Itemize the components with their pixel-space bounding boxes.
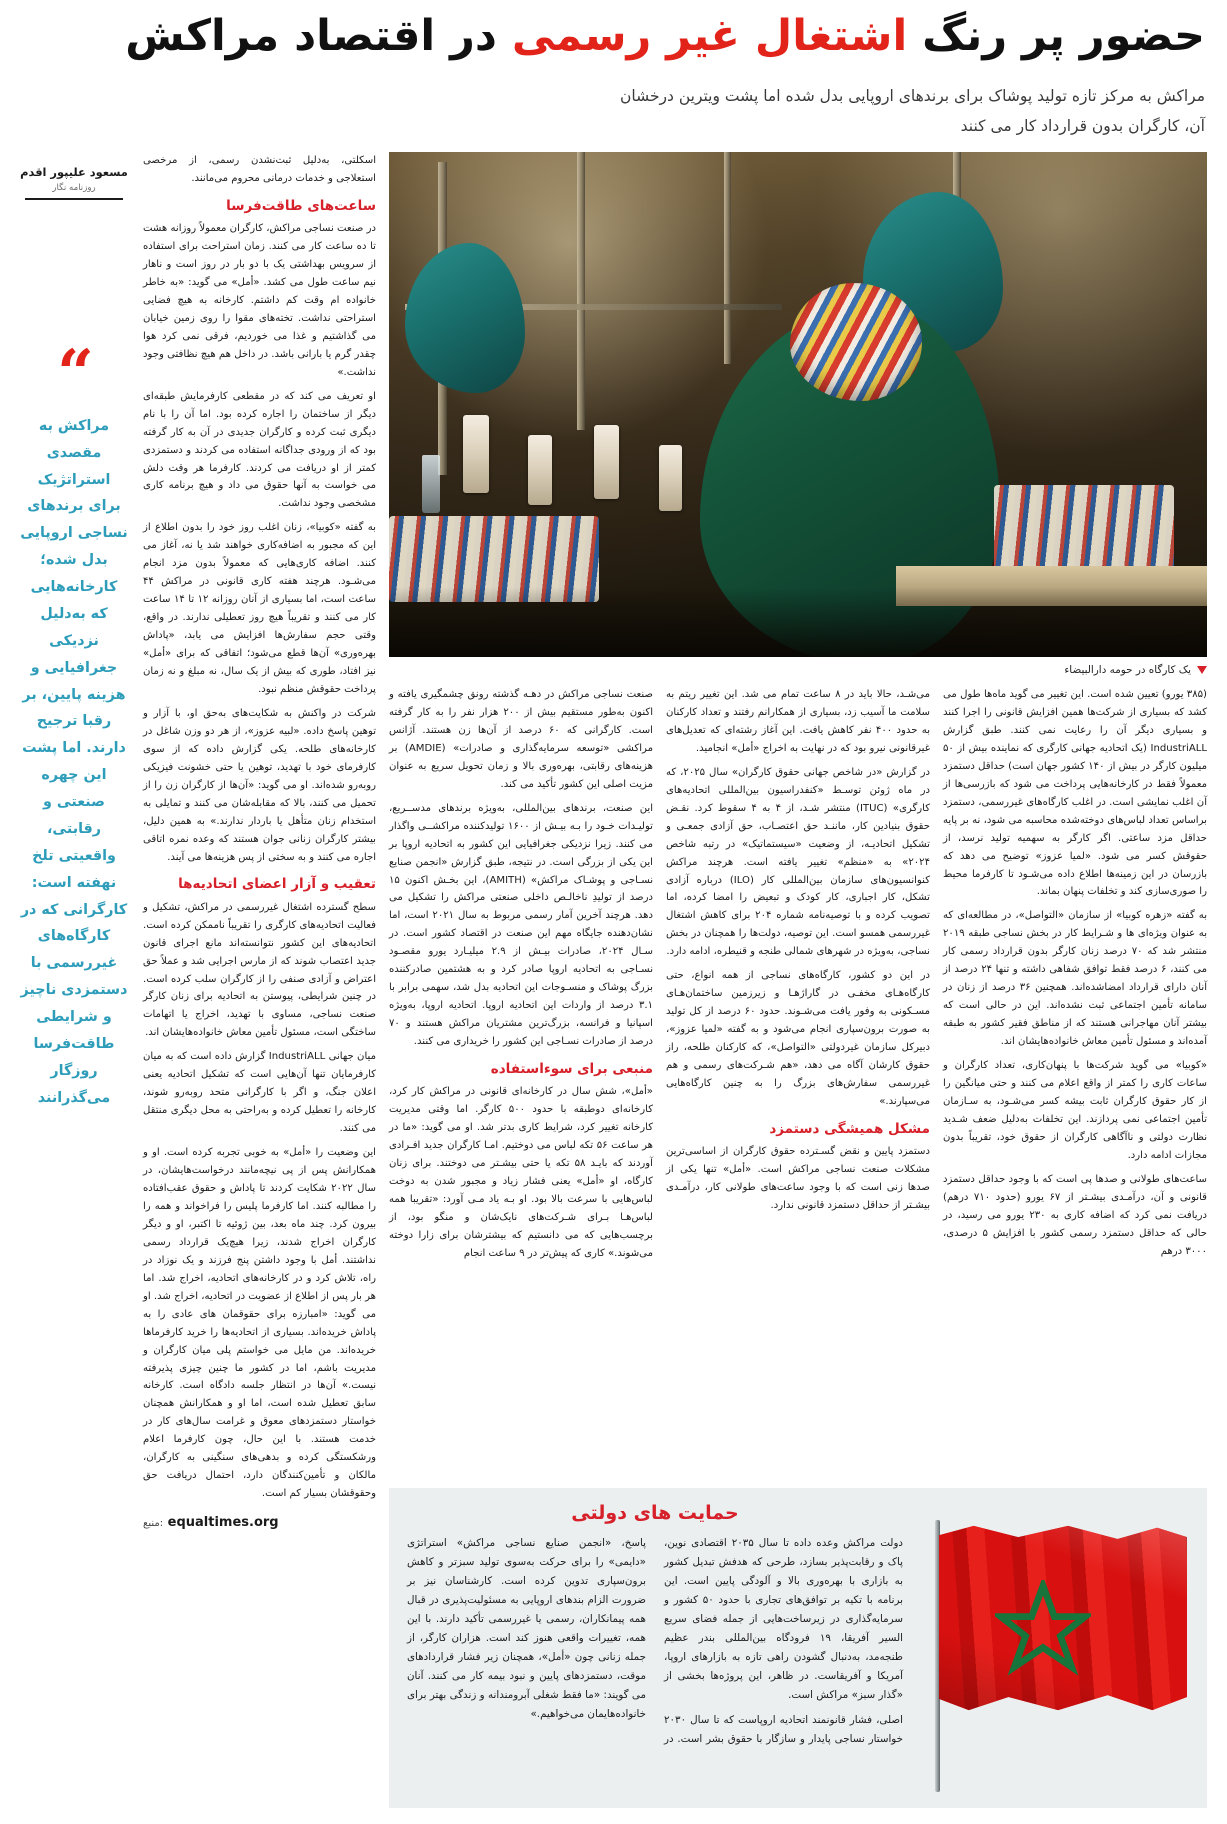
left-rail	[18, 152, 130, 1808]
paragraph: دولت مراکش وعده داده تا سال ۲۰۳۵ اقتصادی نوین، پاک و رقابت‌پذیر بسازد، طرحی که هدفش تبدیل کشور به بازاری با بهره‌وری بالا و آلودگی پایین است. این برنامه با تکیه بر توافق‌های تجاری با حدود ۵۰ کشور و سرمایه‌گذاری در زیرساخت‌هایی از جمله فضای سریع السیر آفریقا، ۱۹ فرودگاه بین‌المللی بندر عظیم طنجه‌مد، به‌دنبال گشودن راهی تازه به بازارهای اروپا، آمریکا و آفریقاست. در ظاهر، این پروژه‌ها بخشی از «گذار سبز» مراکش است.	[664, 1537, 903, 1702]
paragraph: (۳۸۵ یورو) تعیین شده است. این تغییر می گوید ماه‌ها طول می کشد که بسیاری از شرکت‌ها همین افزایش قانونی را اجرا کنند و بسیاری دیگر آن را رعایت نمی کنند. طبق گزارش IndustriALL (یک اتحادیه جهانی کارگری که نماینده بیش از ۵۰ میلیون کارگر در بیش از ۱۴۰ کشور جهان است) حداقل دستمزد معمولاً فقط در کارخانه‌هایی پرداخت می شود که بازرسی‌ها از آن اغلب نمایشی است. در اغلب کارگاه‌های غیررسمی، دستمزد براساس تعداد لباس‌های دوخته‌شده محاسبه می شود، نه بر پایه حداقل مزد ساعتی. اگر کارگر به سهمیه تولید نرسد، از حقوقش کسر می شود. «لمیا عزوز» توضیح می دهد که بازرسان در این زمینه‌ها اطلاع داده می‌شـود تا کارفرما محیط را صوری‌سازی کند و تخلفات پنهان بماند.	[943, 689, 1207, 898]
right-block	[389, 152, 1207, 1808]
thread-spool-1	[463, 415, 489, 493]
left-columns	[143, 152, 376, 1808]
paragraph: در این دو کشور، کارگاه‌های نساجی از همه انواع، حتی کارگاه‌هـای مخفـی در گاراژهـا و زیرزمین ساختمان‌هـای مسـکونی به وفور یافت می‌شـوند. حدود ۶۰ درصد از کل تولید به صورت برون‌سپاری انجام می‌شود و به گفته «لمیا عزوز»، دبیرکل سازمان غیردولتی «التواصل»، که کارکنان طلحه، راز حقوق کارشان آگاه می دهد، «هم شـرکت‌های رسمی و هم غیررسمی سفارش‌های بزرگ را به چنین کارگاه‌هایی می‌سپارند.»	[666, 970, 930, 1107]
paragraph: می‌شـد، حالا باید در ۸ ساعت تمام می شد. این تغییر ریتم به سلامت ما آسیب زد، بسیاری از همکارانم رفتند و تعداد کارکنان به حدود ۴۰۰ نفر کاهش یافت. این آغاز رشته‌ای که تعدیل‌های غیرقانونی نیرو بود که در نهایت به اخراج «أمل» انجامید.	[666, 689, 931, 754]
thread-spool-4	[659, 445, 682, 511]
photo-caption-text: یک کارگاه در حومه دارالبیضاء	[1064, 664, 1191, 676]
worker-headscarf	[790, 283, 922, 401]
machine-post-3	[724, 152, 731, 364]
subheadline: مراکش به مرکز تازه تولید پوشاک برای برندهای اروپایی بدل شده اما پشت ویترین درخشان آن، کارگران بدون قرارداد کار می کنند	[620, 86, 1205, 135]
source-line	[143, 1511, 376, 1534]
author-role: روزنامه نگار	[52, 183, 96, 194]
paragraph: دستمزد پایین و نقض گسـترده حقوق کارگران از اساسی‌ترین مشکلات صنعت نساجی مراکش است. «أمل» تنها یکی از صدها زنی است که با وجود ساعت‌های طولانی کار، درآمـدی بیشـتر از حداقل دستمزد قانونی ندارد.	[666, 1146, 930, 1211]
water-bottle	[422, 455, 440, 513]
paragraph: صنعت نساجی مراکش در دهـه گذشته رونق چشمگیری یافته و اکنون به‌طور مستقیم بیش از ۲۰۰ هزار نفر را به کار گرفته است. کارگرانی که ۶۰ درصد از آن‌ها زن هستند. آژانس مراکشی «توسعه سرمایه‌گذاری و صادرات» (AMDIE) بر هزینه‌های رقابتی، بهره‌وری بالا و زمان تحویل سریع به عنوان مزیت اصلی این کشور تأکید می کند.	[389, 689, 653, 790]
pull-quote	[18, 336, 130, 1112]
article-body	[0, 152, 1227, 1824]
headline-part-1: حضور پر رنگ	[907, 11, 1205, 61]
photo-block	[389, 152, 1207, 676]
paragraph: شرکت در واکنش به شکایت‌های به‌حق او، با آزار و توهین پاسخ داده. «لبیه عزوز»، از هر دو وزن شاغل در کارخانه‌های طلحه. یکی گزارش داده که از سوی کارفرمای خود با تهدید، توهین یا حتی خشونت فیزیکی روبه‌رو شده‌اند. او می گوید: «آن‌ها از کارگران زن را از تحمیل می کنند، بالا که مقابله‌شان می کنند و تمایلی به استخدام زنان متأهل یا باردار ندارند.» به همین دلیل، بیشتر کارگران زنانی جوان هستند که وعده نمره اتاقی اجاره می کنند و به سختی از پس هزینه‌ها می آیند.	[143, 707, 376, 863]
headline-highlight: اشتغال غیر رسمی	[511, 11, 908, 61]
paragraph: او تعریف می کند که در مقطعی کارفرمایش طبقه‌ای دیگر از ساختمان را اجاره کرده بود. اما آن را با نام دیگری ثبت کرده و کارگران جدیدی در آن به کار گرفته بود که از ورودی جداگانه استفاده می کردند و دستمزدی کمتر از او دریافت می کردند. کارفرما هر وقت دلش می خواست به آنها حقوق می داد و هیچ برنامه کاری مشخصی وجود نداشت.	[143, 390, 376, 510]
paragraph: «کوبیا» می گوید شرکت‌ها با پنهان‌کاری، تعداد کارگران و ساعات کاری را کمتر از واقع اعلام می کنند و حتی میانگین را از کار حقوق کارگران ثابت بیشه کسر می‌شـود، به سـازمان تأمین اجتماعی نمی پردازند. این تخلفات به‌دلیل ضعف شـدید نظارت دولتی و ناآگاهی کارگران از حقوق خود، تقریباً بدون مجازات ادامه دارد.	[943, 1060, 1207, 1161]
paragraph: این وضعیت را «أمل» به خوبی تجربه کرده است. او و همکارانش پس از پی نیچه‌مانند درخواست‌هایشان، در سال ۲۰۲۲ شکایت کردند تا پاداش و حقوق عقب‌افتاده را مطالبه کنند. اما کارفرما پلیس را فراخواند و همه را بیرون کرد. چند ماه بعد، بین ژوئیه تا اکتبر، او و دیگر کارگران اخراج شدند، زیرا هیچ‌یک قرارداد رسمی نداشتند. أمل با وجود داشتن پنج فرزند و یک نوزاد در راه، تلاش کرد و در کارخانه‌های اتحادیه، اخراج شد. اما هر بار پس از اطلاع از عضویت در اتحادیه، اخراج شد. او می گوید: «امبارزه برای حقوقمان های عادی را به پاداش خریده‌اند. بسیاری از اتحادیه‌ها را خرید کارفرماها خریده‌اند. من مایل می خواستم پلی میان کارگران و مدیریت باشم، اما در کشور ما چنین چیزی پذیرفته نیست.» آن‌ها در انتظار جلسه دادگاه است. کارخانه سابق تعطیل شده است، اما او و همکارانش همچنان خواستار دستمزدهای معوق و غرامت سال‌های کار در خدمت هستند. با این حال، چون کارفرما اعلام ورشکستگی کرده و بدهی‌های سنگینی به کارگران، مالکان و تأمین‌کنندگان دارد، احتمال دریافت حق وحقوقشان بسیار کم است.	[143, 1147, 376, 1500]
paragraph: به گفته «زهره کوبیا» از سازمان «التواصل»، در مطالعه‌ای که به عنوان ویژه‌ای ها و شـرایط کار در بخش نساجی طبقه ۲۰۱۹ منتشر شد که ۷۰ درصد زنان کارگر بدون قرارداد رسمی کار می کنند، ۶ درصد فقط توافق شفاهی داشته و تنها ۲۴ درصد از آنان دارای قرارداد امضاشده‌اند. همچنین ۳۶ درصد از زنان در سامانه تأمین اجتماعی ثبت نشده‌اند. این در حالی است که بیشتر آنان مهاجرانی هستند که از مناطق فقیر کشور به طبقه آمده‌اند و مسئول تأمین معاش خانواده‌هایشان اند.	[943, 910, 1207, 1048]
paragraph: «أمل»، شش سال در کارخانه‌ای قانونی در مراکش کار کرد، کارخانه‌ای دوطبقه با حدود ۵۰۰ کارگر. اما وقتی مدیریت کارخانه تغییر کرد، شرایط کاری بدتر شد. او می گوید: «ما در هر ساعت ۵۶ تکه لباس می دوختیم. امـا کارگران جدید افـرادی آوردند که بایـد ۵۸ تکه یا حتی بیشـتر می دوختند. برای زنان کارگاه، او «أمل» یعنی فشار زیاد و مجبور شدن به دوخت لباس‌هایی با سرعت بالا بود. او بـه یاد مـی آورد: «تقریبا همه لباس‌هـا بـرای شـرکت‌های نایک‌شان و منگو بود، از برچسب‌هایی که می دانستیم که بیشترشان برای زارا دوخته می‌شوند.» کاری که پیش‌تر در ۹ ساعت انجام	[389, 1086, 653, 1259]
quote-mark-icon: “	[57, 336, 91, 411]
paragraph: اسکلتی، به‌دلیل ثبت‌نشدن رسمی، از مرخصی استعلاجی و خدمات درمانی محروم می‌مانند.	[143, 155, 376, 184]
section-heading-hours: ساعت‌های طاقت‌فرسا	[226, 197, 376, 214]
paragraph: میان جهانی IndustriALL گزارش داده است که به میان کارفرمایان تنها آن‌هایی است که تشکیل اتحادیه یعنی اعلان جنگ، و اگر با کارگرانی متحد روبه‌رو شوند، کارخانه را تعطیل کرده و به‌راحتی به محل دیگری منتقل می کنند.	[143, 1051, 376, 1135]
machine-post-2	[577, 152, 585, 430]
section-heading-unions: تعقیب و آزار اعضای اتحادیه‌ها	[178, 876, 376, 893]
source-value[interactable]: equaltimes.org	[167, 1515, 279, 1531]
section-heading-abuse: منبعی برای سوءاستفاده	[490, 1061, 653, 1078]
byline	[18, 152, 130, 200]
masthead	[0, 0, 1227, 150]
lower-columns	[389, 686, 1207, 1476]
government-support-box	[389, 1488, 1207, 1808]
paragraph: در گزارش «در شاخص جهانی حقوق کارگران» سال ۲۰۲۵، که در ماه ژوئن توسـط «کنفدراسیون بین‌المللی اتحادیه‌های کارگری» (ITUC) منتشر شـد، از ۴ به ۴ سقوط کرد. نقـض حقوق بنیادین کار، ماننـد حق اعتصـاب، حق آزادی جمعـی و تشکیل اتحادیـه، از وضعیت «سیستماتیک» در رتبه شاخص ۲۰۲۴» به «منظم» تغییر یافته است. هرچند مراکش کنوانسیون‌های سازمان بین‌المللی کار (ILO) درباره آزادی تشکل، کار اجباری، کار کودک و تبعیض را امضا کرده، اما تصویب کرده و با توصیه‌نامه شماره ۲۰۴ برای کاهش اشتغال غیررسمی همسو است. این توصیه، دولت‌ها را همچنان در بخش نساجی، به‌ویژه در شهرهای شمالی طنجه و قنیطره، ادامه دارد.	[666, 766, 930, 958]
source-label: منبع:	[143, 1518, 164, 1530]
column-far-right	[389, 686, 653, 1476]
paragraph: به گفته «کوبیا»، زنان اغلب روز خود را بدون اطلاع از این که مجبور به اضافه‌کاری خواهند شد یا نه، آغاز می کنند. اضافه کاری‌هایی که معمولاً بدون مزد انجام می‌شـود. هرچند هفته کاری قانونی در مراکش ۴۴ ساعت است، اما بسیاری از آنان روزانه ۱۲ تا ۱۴ ساعت کار می کنند و تقریباً هیچ روز تعطیلی ندارند. در واقع، وقتی حجم سفارش‌ها افزایش می یابد، «پاداش بهره‌وری» آن‌ها قطع می‌شود؛ اتفاقی که برای «أمل» نیز افتاد، طوری که بیش از یک سال، نه مبلغ و نه زمان پرداخت حقوقش منظم نبود.	[143, 522, 376, 695]
column-right-mid	[666, 686, 930, 1476]
headline-part-2: در اقتصاد مراکش	[125, 11, 512, 61]
government-support-heading: حمایت های دولتی	[571, 1502, 739, 1524]
morocco-flag-illustration	[919, 1502, 1189, 1792]
pentagram-star-icon	[995, 1580, 1091, 1676]
government-support-text	[407, 1502, 903, 1792]
section-heading-wage: مشکل همیشگی دستمزد	[769, 1120, 930, 1137]
paragraph: ساعت‌های طولانی و صدها پی است که با وجود حداقل دستمزد قانونی و آن، درآمـدی بیشـتر از ۶۷ یورو (حدود ۷۱۰ درهم) دریافت نمی کرد که اضافه کاری به ۲۳۰ یورو می رسید، در حالی که حداقل دستمزد رسمی کشور با افزایش ۵ درصدی، ۳۰۰۰ درهم	[943, 1173, 1207, 1257]
government-support-body	[407, 1534, 903, 1750]
column-mid	[943, 686, 1207, 1476]
article-photo	[389, 152, 1207, 657]
thread-spool-2	[528, 435, 552, 505]
paragraph: این صنعت، برندهای بین‌المللی، به‌ویژه برندهای مدســریع، تولیـدات خـود را بـه بیـش از ۱۶۰۰ تولیدکننده مراکشــی واگذار می کنند. زیرا نزدیکی جغرافیایی این کشور به اتحادیه اروپا بر این یکی از بزرگی است. در نتیجه، طبق گزارش «انجمن صنایع نسـاجی و پوشـاک مراکش» (AMITH)، این بخـش اکنون ۱۵ درصد از تولیدِ ناخالـص داخلی صنعتی مراکش را تشکیل می دهد. هرچند آخرین آمار رسمی مربوط به سال ۲۰۲۱ است، اما نشان‌دهنده جایگاه مهم این صنعت در اقتصاد کشور است. در سـال ۲۰۲۴، صادرات بیـش از ۲.۹ میلیـارد یورو مقصـود نسـاجی به اتحادیه اروپا صادر کرد و به هشتمین صادرکننده بزرگ پوشاک و منسـوجات این اتحادیه بدل شد، سهمی برابر با ۳.۱ درصد از واردات این اتحادیه اروپا. اتحادیه اروپا، به‌ویژه اسپانیا و فرانسه، بزرگ‌ترین مشتریان مراکش هستند و ۷۰ درصد از صادرات نسـاجی این کشور را خریداری می کنند.	[389, 802, 654, 1048]
striped-fabric-right	[994, 485, 1174, 577]
paragraph: اصلی، فشار قانونمند اتحادیه اروپاست که تا سال ۲۰۳۰ خواستار نساجی پایدار و سازگار با حقوق بشر است. در پاسخ، «انجمن صنایع نساجی مراکش» استراتژی «دایمی» را برای حرکت به‌سوی تولید سبزتر و کاهش برون‌سپاری تدوین کرده است. کارشناسان نیز بر ضرورت الزام بندهای اروپایی به مسئولیت‌پذیری در قبال همه پیمانکاران، رسمی یا غیررسمی تأکید دارند. با این همه، تغییرات واقعی هنوز کند است. هزاران کارگر، از جمله زنانی چون «أمل»، همچنان زیر فشار قراردادهای موقت، دستمزدهای پایین و نبود بیمه کار می کنند. آنان می گویند: «ما فقط شغلی آبرومندانه و زندگی بهتر برای خانواده‌هایمان می‌خواهیم.»	[407, 1537, 903, 1746]
author-name: مسعود علیپور اقدم	[20, 165, 128, 179]
triangle-marker-icon	[1197, 666, 1207, 674]
photo-bottom-shade	[389, 587, 1207, 657]
paragraph: در صنعت نساجی مراکش، کارگران معمولاً روزانه هشت تا ده ساعت کار می کنند. زمان استراحت برای استفاده از سرویس بهداشتی یک با دو بار در روز است و ناهار نیم ساعت طول می کشد. «أمل» می گوید: «به خاطر خانواده ام وقت کم داشتم. کارخانه به هیچ فضایی استراحتی نداشت. تخته‌های مقوا را روی زمین خیابان می گذاشتیم و غذا می خوردیم، فرقی نمی کرد هوا چقدر گرم یا بارانی باشد. در داخل هم هیچ نظافتی وجود نداشت.»	[143, 223, 376, 378]
pull-quote-text: مراکش به مقصدی استراتژیک برای برندهای نساجی اروپایی بدل شده؛ کارخانه‌هایی که به‌دلیل نزدیکی جغرافیایی و هزینه پایین، بر رقبا ترجیح دارند. اما پشت این چهره صنعتی و رقابتی، واقعیتی تلخ نهفته است: کارگرانی که در کارگاه‌های غیررسمی با دستمزدی ناچیز و شرایطی طاقت‌فرسا روزگار می‌گذرانند	[20, 417, 128, 1106]
photo-caption	[389, 657, 1207, 676]
byline-divider	[25, 198, 123, 200]
column-far-left	[143, 152, 376, 1808]
thread-spool-3	[594, 425, 619, 499]
paragraph: سطح گسترده اشتغال غیررسمی در مراکش، تشکیل و فعالیت اتحادیه‌های کارگری را تقریباً ناممکن کرده است. اتحادیه‌های این کشور نتوانسته‌اند مانع اجرای قانون جدید اعتصاب شوند که از مارس اجرایی شد و عملاً حق اعتراض و آزادی صنفی را از کارگران سلب کرده است. در چنین شرایطی، پیوستن به اتحادیه برای زنان کارگر صنعت نساجی، مساوی با تهدید، اخراج یا اتهامات ساختگی است، مسئول تأمین معاش خانواده‌هایشان اند.	[143, 901, 376, 1039]
page-title	[22, 8, 1205, 65]
